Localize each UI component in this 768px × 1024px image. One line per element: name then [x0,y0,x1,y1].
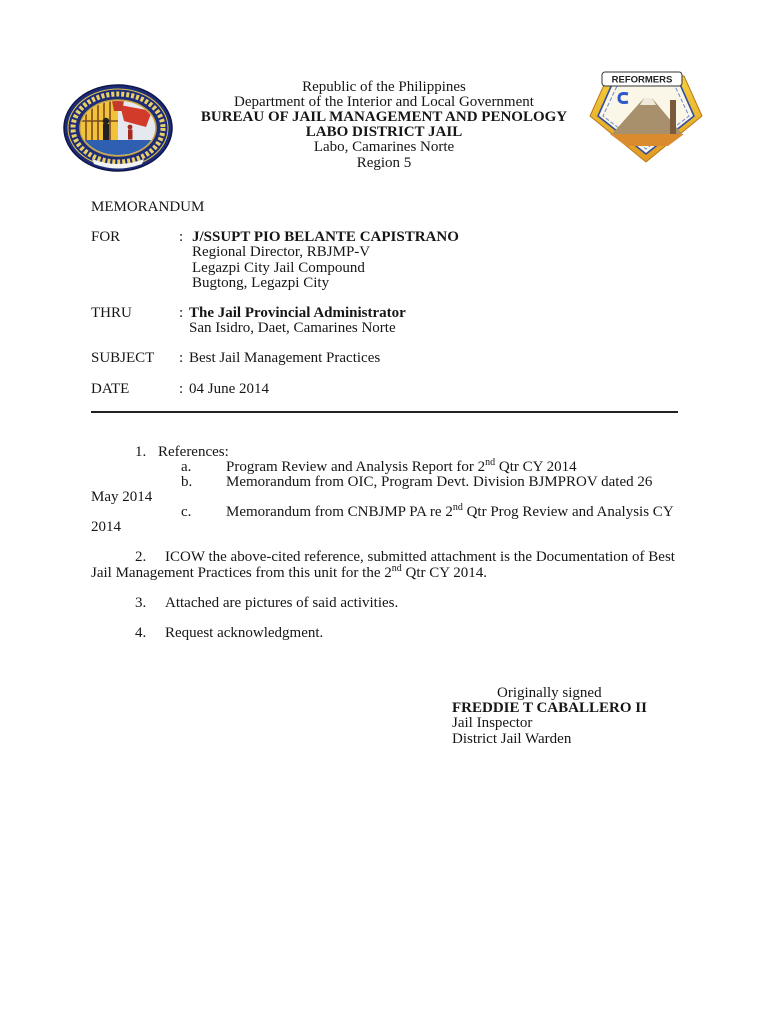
signatory-rank: Jail Inspector [452,715,533,731]
date-colon: : [179,381,184,397]
reference-c-text [226,504,674,520]
for-address-line: Legazpi City Jail Compound [192,260,365,276]
paragraph-2-superscript: nd [391,563,402,574]
reference-a-superscript: nd [485,457,496,468]
thru-address-line: San Isidro, Daet, Camarines Norte [189,320,396,336]
for-name: J/SSUPT PIO BELANTE CAPISTRANO [192,229,459,245]
paragraph-3-text: Attached are pictures of said activities. [165,595,399,611]
paragraph-3-number: 3. [135,595,147,611]
signature-note: Originally signed [497,685,602,701]
header-office: LABO DISTRICT JAIL [305,124,463,140]
paragraph-2-continuation-start: Jail Management Practices from this unit for the 2 [91,565,392,581]
reference-c-text-end: Qtr Prog Review and Analysis CY [462,504,674,520]
for-colon: : [179,229,184,245]
date-value: 04 June 2014 [189,381,269,397]
for-address-line: Bugtong, Legazpi City [192,275,330,291]
reference-a-text-start: Program Review and Analysis Report for 2 [226,459,486,475]
reference-c-continuation: 2014 [91,519,121,535]
memo-title: MEMORANDUM [91,199,205,215]
reference-a-letter: a. [181,459,192,475]
reference-c-superscript: nd [452,502,463,513]
reference-b-letter: b. [181,474,193,490]
header-location: Labo, Camarines Norte [313,139,455,155]
thru-name: The Jail Provincial Administrator [189,305,406,321]
header-divider [91,411,678,413]
header-bureau: BUREAU OF JAIL MANAGEMENT AND PENOLOGY [200,109,568,125]
for-address-line: Regional Director, RBJMP-V [192,244,371,260]
paragraph-2-continuation [91,565,487,581]
header-department: Department of the Interior and Local Government [234,94,534,110]
reference-a-text [226,459,577,475]
paragraph-2-text: ICOW the above-cited reference, submitted attachment is the Documentation of Best [165,549,675,565]
reference-b-text: Memorandum from OIC, Program Devt. Division BJMPROV dated 26 [226,474,653,490]
reference-c-letter: c. [181,504,192,520]
signatory-name: FREDDIE T CABALLERO II [452,700,647,716]
emblem-banner-text: REFORMERS [611,74,673,86]
subject-label: SUBJECT [91,350,155,366]
reference-a-text-end: Qtr CY 2014 [495,459,577,475]
subject-colon: : [179,350,184,366]
paragraph-1-number: 1. [135,444,147,460]
thru-colon: : [179,305,184,321]
paragraph-4-number: 4. [135,625,147,641]
paragraph-2-number: 2. [135,549,147,565]
paragraph-1-text: References: [158,444,229,460]
header-republic: Republic of the Philippines [302,79,466,95]
subject-value: Best Jail Management Practices [189,350,381,366]
signatory-position: District Jail Warden [452,731,572,747]
paragraph-2-continuation-end: Qtr CY 2014. [401,565,488,581]
date-label: DATE [91,381,130,397]
paragraph-4-text: Request acknowledgment. [165,625,324,641]
for-label: FOR [91,229,121,245]
reference-b-continuation: May 2014 [91,489,153,505]
reference-c-text-start: Memorandum from CNBJMP PA re 2 [226,504,453,520]
thru-label: THRU [91,305,132,321]
header-region: Region 5 [356,155,412,171]
